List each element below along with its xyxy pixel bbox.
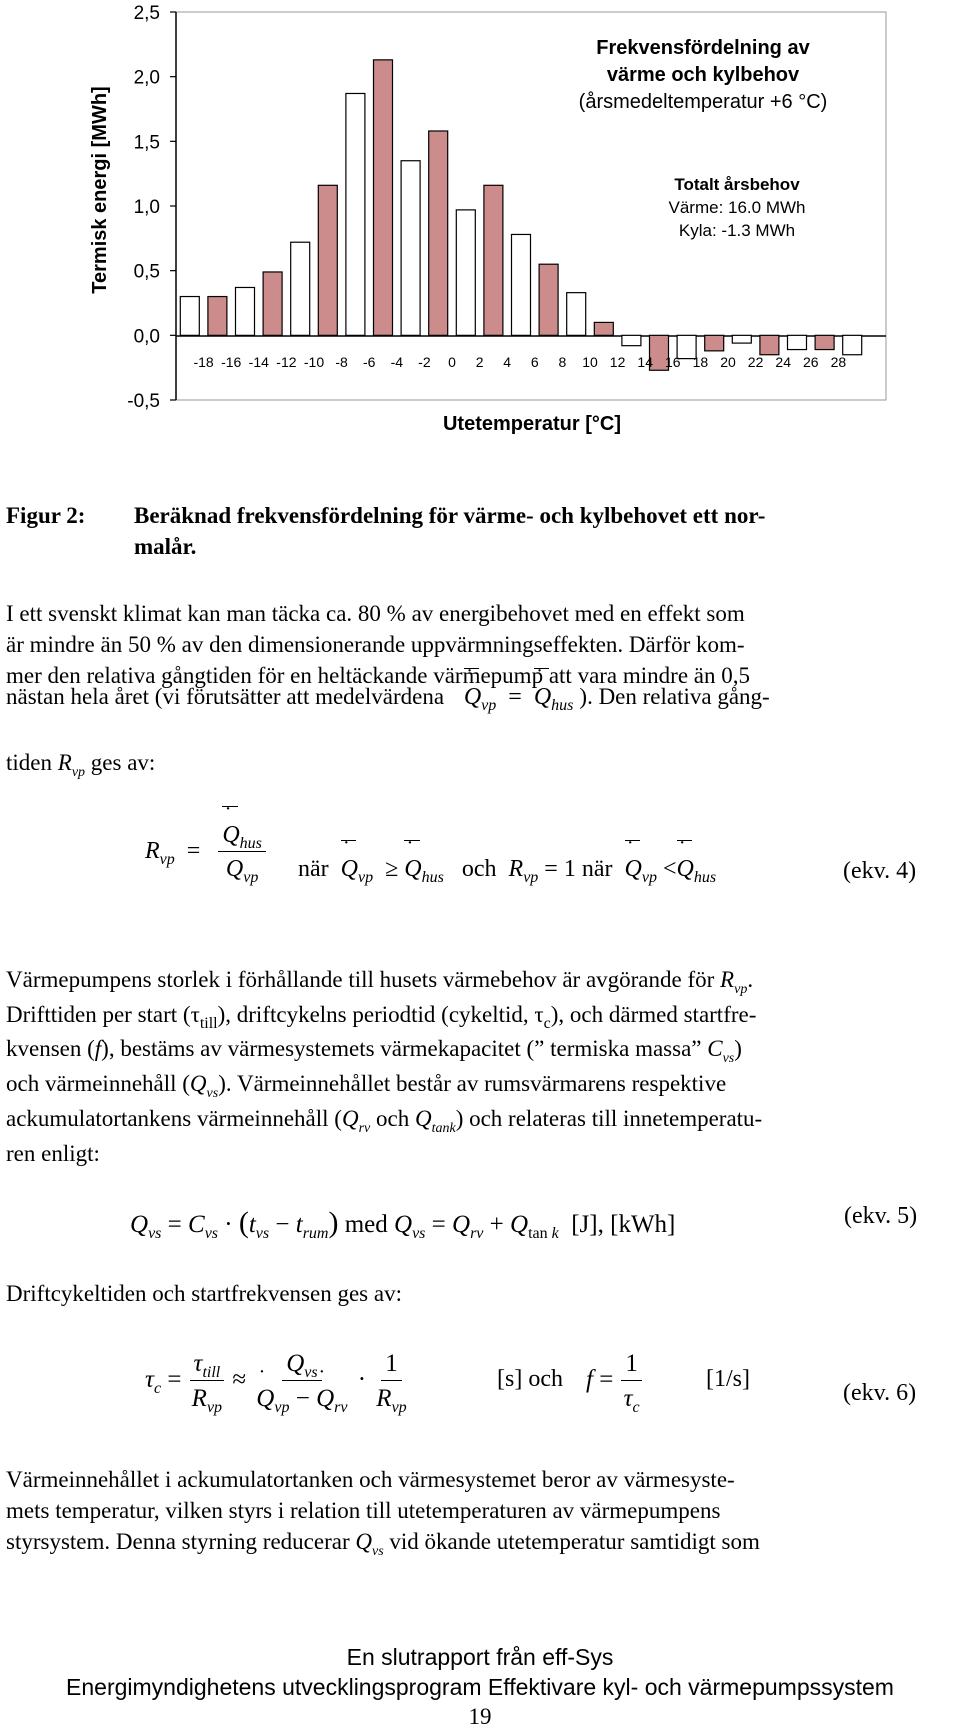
eq6-units1: [s] och [497, 1366, 563, 1392]
equation-6: $\tau_c$ = $\frac{\tau_{till}}{R_{vp}}$ ≈ $Q_{vs}$ ˙ $Q_{vp}$ − ˙ $Q_{rv}$ · $\frac{1}{R_{vp}}$ [145, 1350, 411, 1413]
para2-line4b: ). Värmeinnehållet består av rumsvärmarens respektive [218, 1071, 727, 1096]
x-tick-label: -4 [390, 354, 404, 370]
para2-line5-och: och [375, 1106, 410, 1131]
para1-line4-text: nästan hela året (vi förutsätter att medelvärdena [6, 684, 445, 709]
para2-line2c: ), och därmed startfre- [550, 1002, 757, 1027]
para2-line1: Värmepumpens storlek i förhållande till husets värmebehov är avgörande för [6, 967, 715, 992]
eq4-when-1: när [298, 856, 329, 882]
para1-line1: I ett svenskt klimat kan man täcka ca. 80 % av energibehovet med en effekt som [6, 601, 745, 626]
para2-line2: Drifttiden per start (τ [6, 1002, 200, 1027]
x-tick-label: 6 [530, 354, 539, 370]
x-tick-label: 12 [609, 354, 626, 370]
para2-line5: ackumulatortankens värmeinnehåll ( [6, 1106, 342, 1131]
x-tick-label: 4 [503, 354, 512, 370]
para2-line4: och värmeinnehåll ( [6, 1071, 190, 1096]
eq6-one-a: 1 [381, 1350, 402, 1381]
para2-line2b: ), driftcykelns periodtid (cykeltid, τ [217, 1002, 544, 1027]
x-tick-label: 8 [558, 354, 567, 370]
eq5-units: [J], [kWh] [571, 1211, 676, 1238]
y-tick-label: 1,0 [133, 197, 160, 218]
x-tick-label: 22 [747, 354, 764, 370]
y-tick-label: 0,5 [133, 261, 160, 283]
tau-c-sub: c [543, 1015, 551, 1032]
summary-heading: Totalt årsbehov [674, 175, 800, 194]
frequency-chart [0, 0, 960, 440]
heat-bar [236, 287, 255, 335]
heat-bar-red [815, 335, 834, 349]
para2-line5b: ) och relateras till innetemperatu- [455, 1106, 763, 1131]
heat-bar [401, 161, 420, 336]
x-tick-label: -8 [335, 354, 348, 370]
para1-line3: mer den relativa gångtiden för en heltäckande värmepump att vara mindre än 0,5 [6, 663, 750, 688]
tau-till-sub: till [199, 1015, 218, 1032]
heat-bar [567, 293, 586, 336]
x-tick-label: -18 [193, 354, 214, 370]
heat-bar [622, 335, 641, 345]
x-tick-label: 28 [830, 354, 847, 370]
heat-bar-red [208, 297, 227, 336]
eq4-and: och [461, 856, 497, 882]
para3-line1: Driftcykeltiden och startfrekvensen ges av: [6, 1281, 402, 1306]
y-tick-label: 0,0 [133, 326, 160, 348]
heat-bar-red [263, 272, 282, 335]
chart-title-line1: Frekvensfördelning av [596, 37, 810, 59]
y-tick-label: 1,5 [133, 132, 160, 154]
x-tick-label: 14 [637, 354, 653, 370]
x-tick-label: -2 [418, 354, 431, 370]
figure-caption-line2: malår. [134, 534, 197, 559]
x-axis-label: Utetemperatur [°C] [442, 413, 622, 435]
y-tick-label: -0,5 [127, 391, 160, 412]
heat-bar [180, 297, 199, 336]
eq5-label: (ekv. 5) [844, 1203, 918, 1229]
para2-line3b: ), bestäms av värmesystemets värmekapacitet (” termiska massa” [101, 1036, 702, 1061]
figure-label: Figur 2: [6, 503, 86, 528]
eq4-one: 1 [563, 856, 576, 882]
heat-bar [291, 242, 310, 335]
heat-bar-red [318, 185, 337, 335]
figure-caption-line1: Beräknad frekvensfördelning för värme- och kylbehovet ett nor- [134, 503, 766, 528]
para1-line5: tiden $R_{vp}$ ges av: [6, 750, 156, 780]
y-tick-label: 2,0 [133, 67, 160, 89]
heat-bar-red [484, 185, 503, 335]
x-tick-label: -16 [221, 354, 242, 370]
x-tick-label: 0 [448, 354, 456, 370]
footer-line2: Energimyndighetens utvecklingsprogram Effektivare kyl- och värmepumpssystem [66, 1674, 894, 1700]
equation-4-conditions: när ˙ $Q_{vp}$ ≥ ˙ $Q_{hus}$ och $R_{vp} = 1$ när ˙ $Q_{vp}$ <˙ $Q_{hus}$ [298, 856, 716, 883]
equation-6-frequency: f = $\frac{1}{\tau_c}$ [586, 1350, 644, 1413]
paragraph-4: Värmeinnehållet i ackumulatortanken och värmesystemet beror av värmesyste- mets temperatur, vilken styrs i relation till utetemperaturen av värmepumpens styrsystem. Denna styrning reducerar $Q_{vs}$ vid ökande utetemperatur samtidigt som [6, 1464, 946, 1561]
heat-bar [788, 335, 807, 349]
y-axis-label: Termisk energi [MWh] [89, 86, 111, 294]
y-tick-label: 2,5 [133, 3, 160, 24]
chart-title [579, 37, 828, 113]
heat-bar-red [760, 335, 779, 354]
heat-bar-red [429, 131, 448, 335]
x-tick-label: 16 [665, 354, 681, 370]
x-tick-label: -12 [276, 354, 297, 370]
heat-bar-red [594, 322, 613, 335]
x-tick-label: 18 [692, 354, 709, 370]
x-tick-label: 20 [720, 354, 736, 370]
para1-line5-text: tiden [6, 750, 52, 775]
mean-equality-formula: ˙ $Q_{vp}$ = ˙ $Q_{hus}$ [464, 684, 580, 710]
x-tick-label: 24 [775, 354, 791, 370]
eq4-label: (ekv. 4) [843, 858, 917, 884]
page-number: 19 [468, 1704, 492, 1729]
summary-heat: Värme: 16.0 MWh [668, 198, 806, 217]
heat-bar [732, 335, 751, 343]
paragraph-1 [6, 598, 946, 691]
para4-line3a: styrsystem. Denna styrning reducerar [6, 1529, 350, 1554]
heat-bar [456, 210, 475, 335]
para1-line5-tail: ges av: [90, 750, 156, 775]
heat-bar [843, 335, 862, 354]
para1-line4-tail: ). Den relativa gång- [579, 684, 770, 709]
eq5-med: med [344, 1211, 388, 1238]
para2-line3: kvensen ( [6, 1036, 95, 1061]
eq6-units2: [1/s] [706, 1366, 750, 1392]
eq4-when-2: när [581, 856, 613, 882]
chart-title-line2: värme och kylbehov [606, 64, 800, 86]
heat-bar [512, 234, 531, 335]
heat-bar [346, 93, 365, 335]
chart-title-line3: (årsmedeltemperatur +6 °C) [578, 91, 828, 113]
para4-line3b: vid ökande utetemperatur samtidigt som [389, 1529, 760, 1554]
x-tick-label: -10 [303, 354, 325, 370]
para1-line2: är mindre än 50 % av den dimensionerande uppvärmningseffekten. Därför kom- [6, 632, 745, 657]
x-tick-label: 10 [582, 354, 598, 370]
equation-5: $Q_{vs} = C_{vs} \cdot (t_{vs} - t_{rum})$ med $Q_{vs} = Q_{rv} + Q_{tan k}$ [J], [kWh] [130, 1206, 676, 1242]
para4-line2: mets temperatur, vilken styrs i relation till utetemperaturen av värmepumpens [6, 1498, 721, 1523]
para4-line1: Värmeinnehållet i ackumulatortanken och värmesystemet beror av värmesyste- [6, 1467, 735, 1492]
equation-4: $R_{vp}$ = ˙ $Q_{hus}$ ˙ $Q_{vp}$ [145, 822, 266, 883]
para1-line4 [6, 684, 770, 714]
eq6-label: (ekv. 6) [843, 1380, 917, 1406]
annual-summary [669, 175, 806, 240]
footer-line1: En slutrapport från eff-Sys [346, 1644, 614, 1670]
heat-bar-red [374, 60, 393, 335]
heat-bar-red [705, 335, 724, 351]
x-tick-label: -14 [248, 354, 269, 370]
x-tick-label: 2 [475, 354, 484, 370]
paragraph-2: Värmepumpens storlek i förhållande till husets värmebehov är avgörande för $R_{vp}$. Drifttiden per start $(\tau_{till})$, driftcykelns periodtid (cykeltid, $\tau_c$), och därmed startfre- kvensen (f), bestäms av värmesystemets värmekapacitet (” termiska massa” $C_{vs}$) och värmeinnehåll $(Q_{vs})$. Värmeinnehållet består av rumsvärmarens respektive ackumulatortankens värmeinnehåll ($Q_{rv}$ och $Q_{tank}$) och relateras till innetemperatu- ren enligt: [6, 964, 946, 1169]
eq6-one-b: 1 [621, 1350, 642, 1381]
para2-line6: ren enligt: [6, 1141, 100, 1166]
symbol-f: f [94, 1036, 102, 1061]
summary-cool: Kyla: -1.3 MWh [678, 221, 796, 240]
x-tick-label: -6 [362, 354, 376, 370]
heat-bar-red [539, 264, 558, 335]
x-tick-label: 26 [803, 354, 819, 370]
